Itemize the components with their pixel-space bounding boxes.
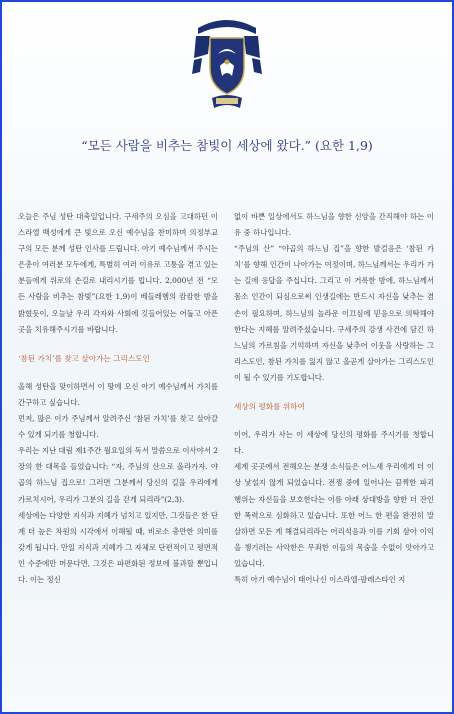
diocese-coat-of-arms-icon [190, 14, 264, 114]
paragraph: 세계 곳곳에서 전해오는 분쟁 소식들은 어느새 우리에게 더 이상 낯설지 않게 되었습니다. 전쟁 중에 일어나는 끔찍한 파괴 행위는 자신들을 보호한다는 이름 아래 상대방을 향한 더 잔인한 폭력으로 심화하고 있습니다. 또한 어느 한 편을 완전히 말살하면 모든 게 해결되리라는 어리석음과 이를 기회 삼아 이익을 챙기려는 사악한은 무죄한 이들의 목숨을 수없이 앗아가고 있습니다. [234, 462, 434, 568]
paragraph: “주님의 산” “야곱의 하느님 집”을 향한 발걸음은 ‘참된 가치’를 향해 인간이 나아가는 여정이며, 하느님께서는 우리가 가는 길에 응답을 주십니다. 그리고 이 거룩한 밤에, 하느님께서 몸소 인간이 되심으로써 인생길에는 반드시 자신을 낮추는 겸손이 필요하며, 하느님의 놀라운 이끄심에 믿음으로 의탁해야 한다는 지혜를 알려주셨습니다. 구세주의 강생 사건에 담긴 하느님의 가르침을 기억하며 자신을 낮추어 이웃을 사랑하는 그리스도인, 참된 가치를 잃지 않고 올곧게 살아가는 그리스도인이 될 수 있기를 기도합니다. [234, 244, 434, 382]
paragraph: 세상에는 다양한 지식과 지혜가 넘치고 있지만, 그것들은 한 단계 더 높은 차원의 시각에서 이해될 때, 비로소 충만한 의미를 갖게 됩니다. 만일 지식과 지혜가 그 자체로 단편적이고 평면적인 수준에만 머문다면, 그것은 파편화된 정보에 불과할 뿐입니다. 이는 정신 [18, 510, 218, 584]
scripture-quote: “모든 사람을 비추는 참빛이 세상에 왔다.” (요한 1,9) [81, 138, 373, 153]
paragraph: 이어, 우리가 사는 이 세상에 당신의 평화를 주시기를 청합니다. [234, 430, 434, 456]
paragraph: 오늘은 주님 성탄 대축일입니다. 구세주의 오심을 고대하던 이스라엘 백성에게 큰 빛으로 오신 예수님을 찬미하며 의정부교구의 모든 분께 성탄 인사를 드립니다. 아기 예수님께서 주시는 은총이 여러분 모두에게, 특별히 여러 이유로 고통을 겪고 있는 분들에게 위로의 손길로 내리시기를 빕니다. 2,000년 전 “모든 사람을 비추는 참빛”(요한 1,9)이 베들레헴의 캄캄한 밤을 밝혔듯이, 오늘날 우리 각자와 사회에 깃들어있는 어둡고 아픈 곳을 치유해주시기를 바랍니다. [18, 212, 218, 334]
paragraph: 먼저, 많은 이가 주님께서 알려주신 ‘참된 가치’를 찾고 살아갈 수 있게 되기를 청합니다. [18, 414, 218, 440]
paragraph: 우리는 지난 대림 제1주간 월요일의 독서 말씀으로 이사야서 2장의 한 대목을 들었습니다: “자, 주님의 산으로 올라가자. 야곱의 하느님 집으로! 그러면 그분께서 당신의 길을 우리에게 가르치시어, 우리가 그분의 길을 걷게 되리라”(2,3). [18, 446, 218, 504]
paragraph: 올해 성탄을 맞이하면서 이 땅에 오신 아기 예수님께서 가치를 간구하고 싶습니다. [18, 381, 218, 407]
right-column [234, 209, 434, 588]
paragraph: 특히 아기 예수님이 태어나신 이스라엘-팔레스타인 지 [234, 574, 406, 584]
paragraph: 없이 바쁜 일상에서도 하느님을 향한 신앙을 간직해야 하는 이유 중 하나입니다. [234, 212, 434, 238]
section-heading: 세상의 평화를 위하여 [234, 402, 305, 412]
left-column [18, 209, 218, 588]
section-heading: ‘참된 가치’를 찾고 살아가는 그리스도인 [18, 353, 150, 363]
